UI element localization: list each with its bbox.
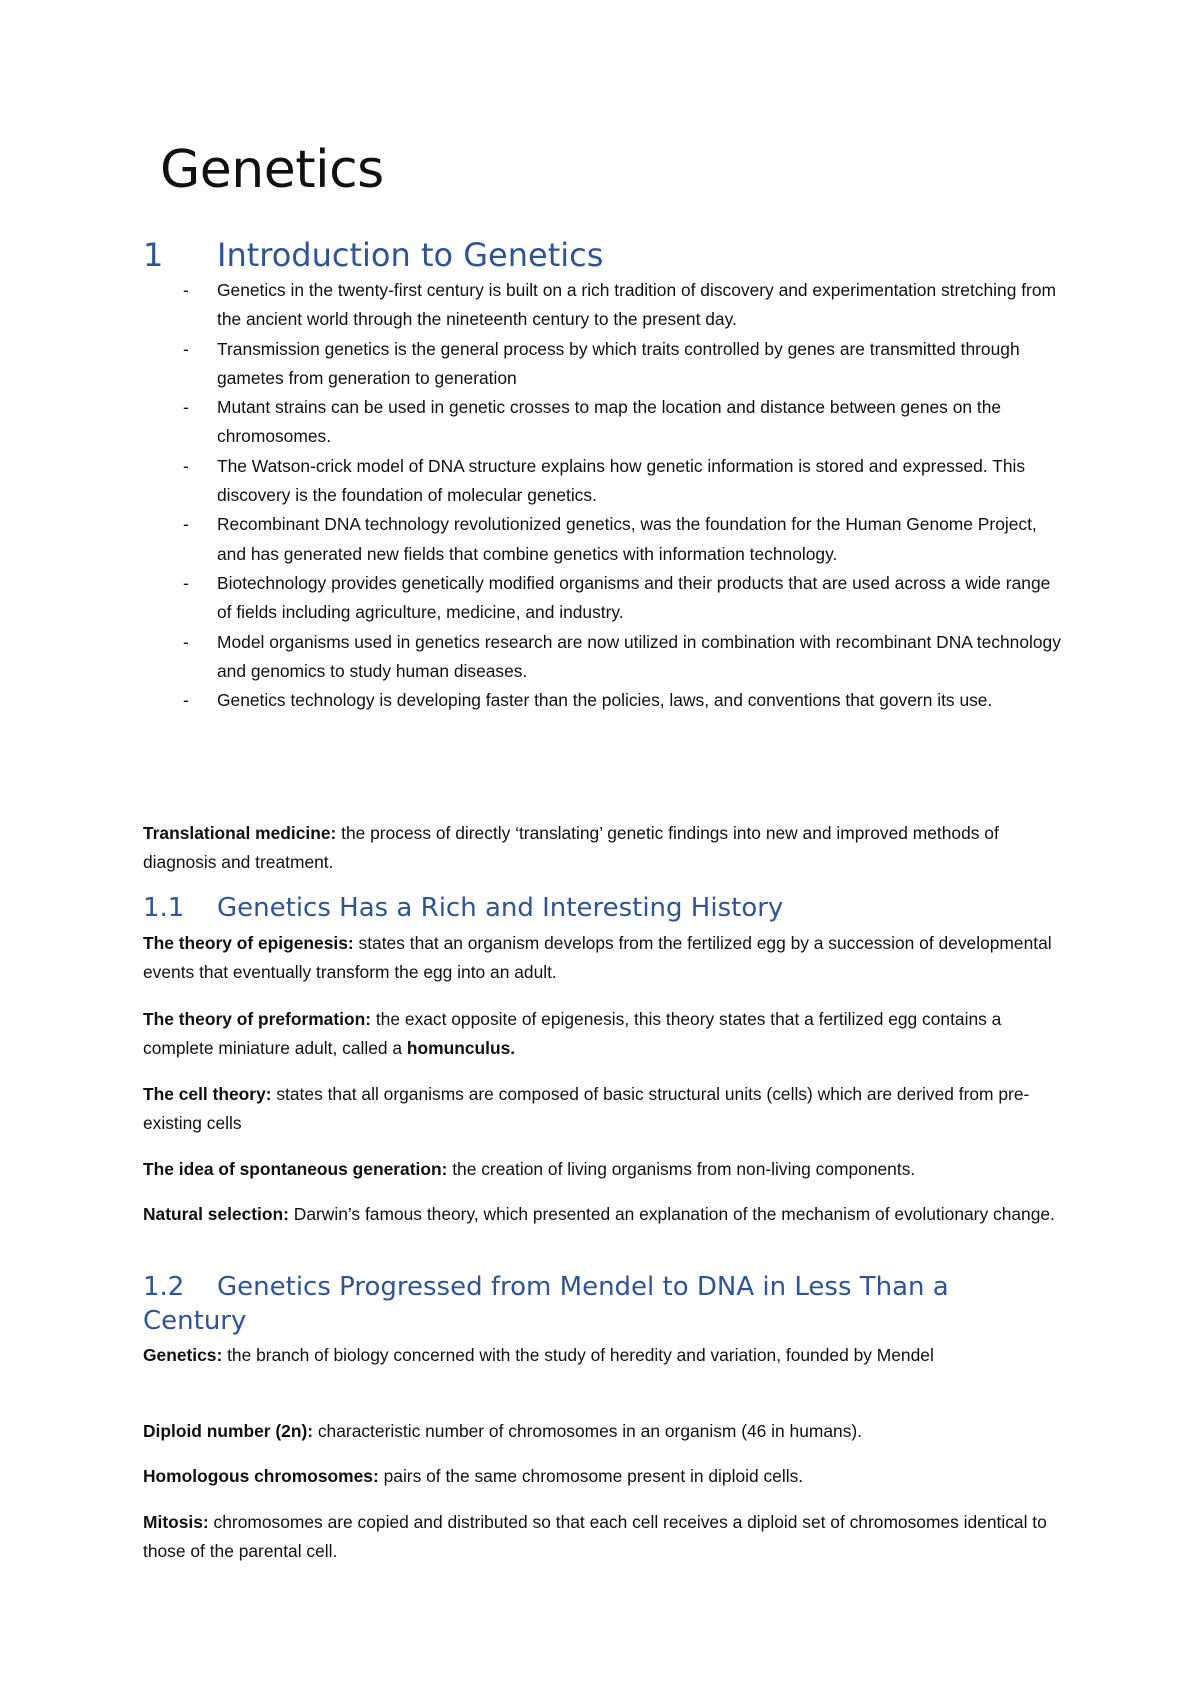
definition-epigenesis [143, 929, 1063, 988]
definition-text: characteristic number of chromosomes in an organism (46 in humans). [313, 1421, 863, 1441]
definition-term: Translational medicine: [143, 823, 337, 843]
list-item-text: Biotechnology provides genetically modified organisms and their products that are used across a wide range of fields including agriculture, medicine, and industry. [217, 572, 1051, 623]
definition-bold-term: homunculus. [406, 1038, 516, 1059]
heading-number: 1 [143, 236, 164, 274]
heading-number: 1.2 [143, 1272, 185, 1302]
definition-genetics [143, 1341, 1063, 1370]
list-item-text: Recombinant DNA technology revolutionized genetics, was the foundation for the Human Genome Project, and has generated new fields that combine genetics with information technology. [217, 514, 1037, 564]
list-item-text: Genetics in the twenty-first century is built on a rich tradition of discovery and experimentation stretching from the ancient world through the nineteenth century to the present day. [217, 280, 1056, 330]
heading-text: Genetics Has a Rich and Interesting History [217, 893, 784, 923]
definition-text: states that all organisms are composed of basic structural units (cells) which are derived from pre-existing cells [143, 1084, 1030, 1134]
bullet-marker: - [183, 514, 189, 535]
definition-term: The idea of spontaneous generation: [143, 1159, 448, 1179]
definition-diploid-number [143, 1417, 1063, 1446]
bullet-marker: - [183, 455, 189, 476]
list-item [143, 276, 1063, 335]
bullet-list [143, 276, 1063, 715]
definition-translational-medicine [143, 819, 1063, 878]
definition-term: Mitosis: [143, 1512, 209, 1532]
list-item [143, 510, 1063, 569]
list-item [143, 335, 1063, 394]
list-item-text: Mutant strains can be used in genetic crosses to map the location and distance between genes on the chromosomes. [217, 397, 1002, 447]
definition-term: The theory of epigenesis: [143, 933, 354, 953]
list-item-text: The Watson-crick model of DNA structure explains how genetic information is stored and expressed. This discovery is the foundation of molecular genetics. [217, 455, 1026, 506]
definition-text: pairs of the same chromosome present in diploid cells. [378, 1466, 804, 1486]
heading-text-line2: Century [143, 1306, 247, 1336]
heading-number: 1.1 [143, 893, 185, 923]
definition-text: the creation of living organisms from non-living components. [447, 1159, 916, 1179]
bullet-marker: - [183, 397, 189, 418]
definition-term: Homologous chromosomes: [143, 1466, 379, 1486]
definition-term: Diploid number (2n): [143, 1421, 314, 1441]
list-item [143, 686, 1063, 715]
bullet-marker: - [183, 280, 189, 300]
document-title: Genetics [160, 140, 384, 200]
definition-natural-selection [143, 1200, 1063, 1229]
list-item [143, 569, 1063, 628]
bullet-marker: - [183, 631, 189, 652]
definition-spontaneous-generation [143, 1155, 1063, 1184]
definition-term: The cell theory: [143, 1084, 272, 1104]
heading-text: Introduction to Genetics [217, 236, 604, 274]
definition-homologous-chromosomes [143, 1462, 1063, 1491]
list-item [143, 393, 1063, 452]
heading-section-1-1 [143, 891, 1063, 925]
list-item-text: Genetics technology is developing faster than the policies, laws, and conventions that govern its use. [217, 690, 993, 711]
definition-text: Darwin’s famous theory, which presented an explanation of the mechanism of evolutionary change. [288, 1204, 1055, 1224]
definition-cell-theory [143, 1080, 1063, 1139]
definition-preformation [143, 1005, 1063, 1064]
definition-mitosis [143, 1508, 1063, 1567]
definition-text: the process of directly ‘translating’ genetic findings into new and improved methods of diagnosis and treatment. [143, 823, 999, 873]
bullet-marker: - [183, 572, 189, 593]
list-item-text: Model organisms used in genetics research are now utilized in combination with recombinant DNA technology and genomics to study human diseases. [217, 631, 1061, 681]
bullet-marker: - [183, 690, 189, 711]
definition-term: The theory of preformation: [143, 1009, 372, 1029]
heading-section-1-2 [143, 1270, 1063, 1338]
list-item-text: Transmission genetics is the general process by which traits controlled by genes are transmitted through gametes from generation to generation [217, 338, 1020, 388]
definition-text: chromosomes are copied and distributed so that each cell receives a diploid set of chromosomes identical to those of the parental cell. [143, 1512, 1047, 1562]
heading-text-line1: Genetics Progressed from Mendel to DNA in Less Than a [217, 1272, 949, 1302]
definition-term: Genetics: [143, 1345, 223, 1365]
bullet-marker: - [183, 338, 189, 359]
list-item [143, 628, 1063, 687]
definition-term: Natural selection: [143, 1204, 289, 1224]
definition-text: states that an organism develops from the fertilized egg by a succession of developmental events that eventually transform the egg into an adult. [143, 933, 1052, 983]
definition-text: the exact opposite of epigenesis, this theory states that a fertilized egg contains a complete miniature adult, called a [143, 1009, 1002, 1059]
list-item [143, 452, 1063, 511]
definition-text: the branch of biology concerned with the study of heredity and variation, founded by Mendel [222, 1345, 934, 1365]
heading-section-1 [143, 236, 603, 274]
